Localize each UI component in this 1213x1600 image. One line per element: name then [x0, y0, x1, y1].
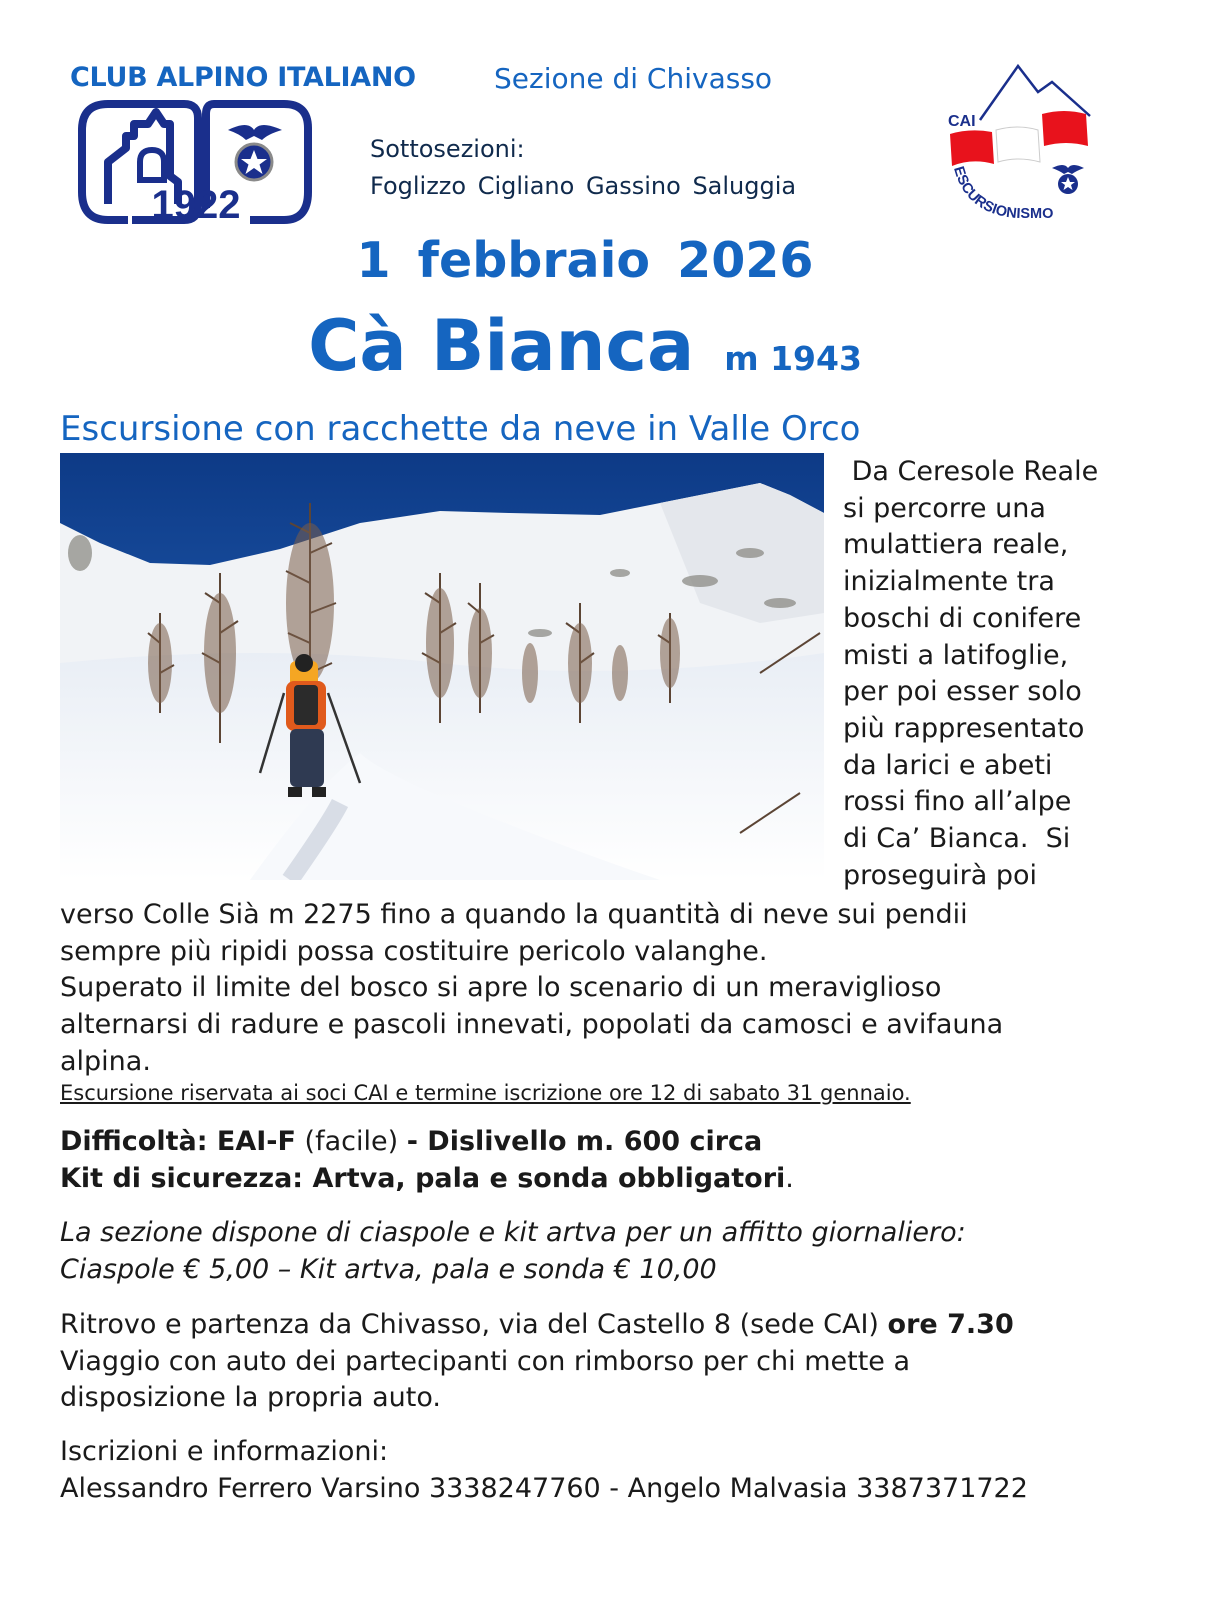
esc-logo-text: ESCURSIONISMO — [950, 164, 1054, 223]
description-line: per poi esser solo — [843, 676, 1082, 708]
registration-note: Escursione riservata ai soci CAI e termine iscrizione ore 12 di sabato 31 gennaio. — [60, 1081, 911, 1105]
difficulty-label: Difficoltà: EAI-F — [60, 1126, 296, 1157]
description-line: più rappresentato — [843, 712, 1085, 744]
description-line: alpina. — [60, 1045, 151, 1077]
description-line: sempre più ripidi possa costituire pericolo valanghe. — [60, 935, 768, 967]
description-line: mulattiera reale, — [843, 529, 1069, 561]
cai-chivasso-logo — [78, 100, 314, 228]
meeting-line-2: Viaggio con auto dei partecipanti con rimborso per chi mette a — [60, 1345, 911, 1377]
description-line: si percorre una — [843, 492, 1046, 524]
contacts-people: Alessandro Ferrero Varsino 3338247760 - Angelo Malvasia 3387371722 — [60, 1472, 1028, 1504]
description-line: boschi di conifere — [843, 602, 1082, 634]
cai-escursionismo-logo — [940, 58, 1100, 228]
contacts-label: Iscrizioni e informazioni: — [60, 1436, 389, 1467]
subsections-list: Foglizzo Cigliano Gassino Saluggia — [370, 172, 797, 200]
meeting-info — [60, 1307, 1170, 1417]
snowshoe-hiker-photo — [60, 453, 824, 880]
event-altitude: m 1943 — [724, 339, 862, 378]
club-name: CLUB ALPINO ITALIANO — [70, 62, 416, 93]
description-line: da larici e abeti — [843, 749, 1053, 781]
section-name: Sezione di Chivasso — [494, 62, 773, 95]
meeting-line-3: disposizione la propria auto. — [60, 1382, 441, 1414]
meeting-place: Ritrovo e partenza da Chivasso, via del Castello 8 (sede CAI) — [60, 1309, 888, 1340]
description-line: Da Ceresole Reale — [843, 456, 1099, 487]
description-wrap — [843, 454, 1143, 894]
description-line: Superato il limite del bosco si apre lo scenario di un meraviglioso — [60, 972, 942, 1004]
svg-text:ESCURSIONISMO — [950, 165, 1053, 222]
event-title-block — [0, 305, 1170, 387]
description-line: proseguirà poi — [843, 859, 1037, 891]
event-subtitle: Escursione con racchette da neve in Valle Orco — [60, 409, 861, 449]
description-line: di Ca’ Bianca. Si — [843, 823, 1071, 855]
cai-small-emblem-icon — [1052, 165, 1084, 194]
contacts — [60, 1434, 1170, 1507]
rental-line-1: La sezione dispone di ciaspole e kit artva per un affitto giornaliero: — [60, 1217, 966, 1248]
meeting-line-1 — [60, 1307, 1170, 1344]
event-date: 1 febbraio 2026 — [356, 232, 814, 289]
rental-line-2: Ciaspole € 5,00 – Kit artva, pala e sonda € 10,00 — [60, 1254, 717, 1285]
elevation-gain: - Dislivello m. 600 circa — [406, 1126, 763, 1157]
description-line: alternarsi di radure e pascoli innevati, popolati da camosci e avifauna — [60, 1009, 1004, 1041]
meeting-time: ore 7.30 — [887, 1309, 1014, 1340]
logo-year: 1922 — [151, 183, 241, 227]
esc-logo-cai: CAI — [948, 113, 976, 130]
subsections-label: Sottosezioni: — [370, 135, 525, 163]
difficulty-line — [60, 1126, 762, 1157]
description-line: rossi fino all’alpe — [843, 786, 1072, 818]
description-full — [60, 897, 1170, 1081]
difficulty-note: (facile) — [295, 1126, 407, 1157]
description-line: verso Colle Sià m 2275 fino a quando la quantità di neve sui pendii — [60, 899, 968, 930]
event-title: Cà Bianca — [308, 305, 695, 387]
description-line: inizialmente tra — [843, 566, 1055, 598]
safety-kit: Kit di sicurezza: Artva, pala e sonda obbligatori — [60, 1163, 786, 1194]
safety-kit-end: . — [785, 1163, 794, 1194]
description-line: misti a latifoglie, — [843, 639, 1069, 671]
safety-kit-line — [60, 1163, 794, 1194]
cai-emblem-icon — [228, 125, 282, 180]
